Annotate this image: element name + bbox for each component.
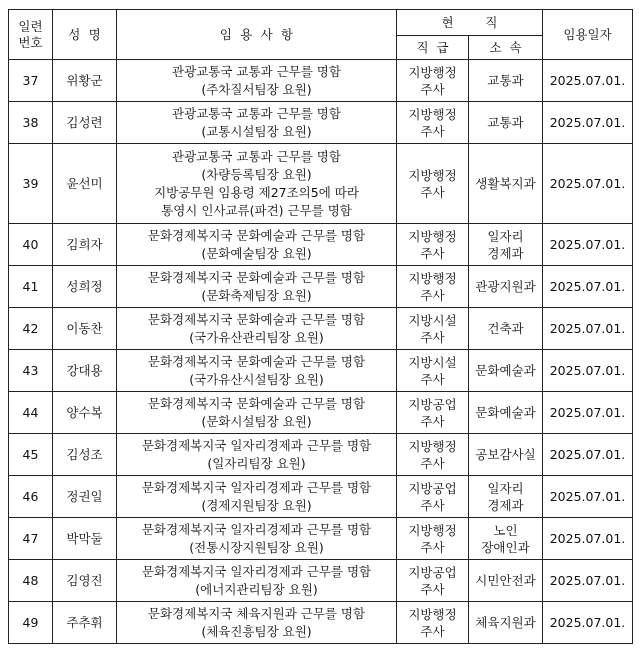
serial-number-cell: 43 bbox=[9, 350, 53, 392]
department-cell bbox=[469, 392, 543, 434]
rank-cell-line: 지방공업 bbox=[408, 480, 457, 496]
rank-cell-line: 주사 bbox=[420, 413, 445, 429]
header-appointment: 임 용 사 항 bbox=[117, 10, 397, 60]
rank-cell-line: 지방행정 bbox=[408, 64, 457, 80]
person-name-cell: 정권일 bbox=[53, 476, 117, 518]
department-cell bbox=[469, 350, 543, 392]
header-rank: 직 급 bbox=[397, 36, 469, 60]
appointment-detail-cell bbox=[117, 60, 397, 102]
department-cell bbox=[469, 476, 543, 518]
rank-cell-line: 주사 bbox=[420, 623, 445, 639]
table-row bbox=[9, 350, 633, 392]
appointment-date-cell: 2025.07.01. bbox=[543, 350, 633, 392]
appointment-detail-cell-line: 관광교통국 교통과 근무를 명함 bbox=[172, 148, 341, 164]
appointment-table bbox=[8, 9, 633, 644]
appointment-detail-cell-line: (문화시설팀장 요원) bbox=[201, 413, 312, 429]
rank-cell-line: 주사 bbox=[420, 81, 445, 97]
rank-cell bbox=[397, 224, 469, 266]
table-row bbox=[9, 308, 633, 350]
header-serial-line-2: 번호 bbox=[18, 34, 43, 50]
rank-cell bbox=[397, 518, 469, 560]
appointment-detail-cell-line: 문화경제복지국 문화예술과 근무를 명함 bbox=[147, 353, 366, 369]
appointment-detail-cell-line: 문화경제복지국 일자리경제과 근무를 명함 bbox=[141, 437, 372, 453]
rank-cell-line: 주사 bbox=[420, 497, 445, 513]
rank-cell bbox=[397, 144, 469, 224]
appointment-detail-cell-line: (경제지원팀장 요원) bbox=[201, 497, 312, 513]
rank-cell-line: 지방행정 bbox=[408, 270, 457, 286]
serial-number-cell: 47 bbox=[9, 518, 53, 560]
appointment-detail-cell-line: 문화경제복지국 일자리경제과 근무를 명함 bbox=[141, 479, 372, 495]
appointment-detail-cell-line: (주차질서팀장 요원) bbox=[201, 81, 312, 97]
department-cell-line: 경제과 bbox=[487, 497, 524, 513]
appointment-detail-cell bbox=[117, 518, 397, 560]
rank-cell-line: 주사 bbox=[420, 123, 445, 139]
rank-cell bbox=[397, 476, 469, 518]
serial-number-cell: 39 bbox=[9, 144, 53, 224]
rank-cell-line: 주사 bbox=[420, 245, 445, 261]
serial-number-cell: 44 bbox=[9, 392, 53, 434]
rank-cell-line: 주사 bbox=[420, 371, 445, 387]
header-current-position: 현 직 bbox=[397, 10, 543, 36]
table-row bbox=[9, 392, 633, 434]
table-row bbox=[9, 602, 633, 644]
person-name-cell: 이동찬 bbox=[53, 308, 117, 350]
rank-cell-line: 지방행정 bbox=[408, 522, 457, 538]
serial-number-cell: 40 bbox=[9, 224, 53, 266]
serial-number-cell: 41 bbox=[9, 266, 53, 308]
header-serial-line-1: 일련 bbox=[18, 18, 43, 34]
appointment-date-cell: 2025.07.01. bbox=[543, 560, 633, 602]
appointment-detail-cell-line: (문화축제팀장 요원) bbox=[201, 287, 312, 303]
appointment-detail-cell-line: (전통시장지원팀장 요원) bbox=[189, 539, 324, 555]
rank-cell-line: 주사 bbox=[420, 329, 445, 345]
appointment-detail-cell bbox=[117, 476, 397, 518]
rank-cell-line: 지방공업 bbox=[408, 564, 457, 580]
serial-number-cell: 42 bbox=[9, 308, 53, 350]
department-cell-line: 장애인과 bbox=[481, 539, 530, 555]
rank-cell-line: 지방행정 bbox=[408, 606, 457, 622]
table-row bbox=[9, 144, 633, 224]
table-row bbox=[9, 224, 633, 266]
appointment-detail-cell bbox=[117, 560, 397, 602]
rank-cell bbox=[397, 60, 469, 102]
serial-number-cell: 38 bbox=[9, 102, 53, 144]
department-cell bbox=[469, 602, 543, 644]
appointment-detail-cell bbox=[117, 266, 397, 308]
department-cell-line: 문화예술과 bbox=[475, 363, 536, 378]
rank-cell-line: 지방시설 bbox=[408, 312, 457, 328]
department-cell bbox=[469, 434, 543, 476]
rank-cell-line: 지방행정 bbox=[408, 106, 457, 122]
department-cell-line: 경제과 bbox=[487, 245, 524, 261]
appointment-detail-cell-line: 문화경제복지국 일자리경제과 근무를 명함 bbox=[141, 521, 372, 537]
appointment-detail-cell-line: 문화경제복지국 문화예술과 근무를 명함 bbox=[147, 311, 366, 327]
department-cell-line: 공보감사실 bbox=[475, 447, 536, 462]
appointment-detail-cell-line: 관광교통국 교통과 근무를 명함 bbox=[172, 105, 341, 121]
table-row bbox=[9, 476, 633, 518]
department-cell bbox=[469, 224, 543, 266]
department-cell bbox=[469, 60, 543, 102]
appointment-detail-cell bbox=[117, 308, 397, 350]
appointment-detail-cell-line: (국가유산관리팀장 요원) bbox=[189, 329, 324, 345]
department-cell-line: 교통과 bbox=[487, 115, 524, 130]
department-cell bbox=[469, 102, 543, 144]
department-cell-line: 관광지원과 bbox=[475, 279, 536, 294]
appointment-date-cell: 2025.07.01. bbox=[543, 476, 633, 518]
rank-cell-line: 주사 bbox=[420, 581, 445, 597]
appointment-detail-cell-line: 문화경제복지국 일자리경제과 근무를 명함 bbox=[141, 563, 372, 579]
rank-cell-line: 지방행정 bbox=[408, 167, 457, 183]
department-cell-line: 일자리 bbox=[487, 480, 524, 496]
appointment-detail-cell-line: (체육진흥팀장 요원) bbox=[201, 623, 312, 639]
header-appointment-date: 임용일자 bbox=[543, 10, 633, 60]
table-row bbox=[9, 560, 633, 602]
appointment-detail-cell-line: (교통시설팀장 요원) bbox=[201, 123, 312, 139]
appointment-date-cell: 2025.07.01. bbox=[543, 224, 633, 266]
rank-cell bbox=[397, 602, 469, 644]
rank-cell bbox=[397, 308, 469, 350]
table-row bbox=[9, 102, 633, 144]
rank-cell-line: 지방공업 bbox=[408, 396, 457, 412]
header-name: 성 명 bbox=[53, 10, 117, 60]
rank-cell bbox=[397, 266, 469, 308]
appointment-detail-cell-line: 문화경제복지국 문화예술과 근무를 명함 bbox=[147, 227, 366, 243]
department-cell-line: 교통과 bbox=[487, 73, 524, 88]
department-cell-line: 건축과 bbox=[487, 321, 524, 336]
header-dept: 소 속 bbox=[469, 36, 543, 60]
serial-number-cell: 48 bbox=[9, 560, 53, 602]
rank-cell bbox=[397, 434, 469, 476]
table-row bbox=[9, 434, 633, 476]
appointment-detail-cell bbox=[117, 102, 397, 144]
appointment-detail-cell-line: (에너지관리팀장 요원) bbox=[195, 581, 318, 597]
appointment-detail-cell-line: (일자리팀장 요원) bbox=[207, 455, 306, 471]
person-name-cell: 위황군 bbox=[53, 60, 117, 102]
serial-number-cell: 46 bbox=[9, 476, 53, 518]
department-cell bbox=[469, 560, 543, 602]
appointment-date-cell: 2025.07.01. bbox=[543, 602, 633, 644]
table-row bbox=[9, 518, 633, 560]
serial-number-cell: 37 bbox=[9, 60, 53, 102]
appointment-detail-cell bbox=[117, 144, 397, 224]
department-cell bbox=[469, 518, 543, 560]
rank-cell bbox=[397, 560, 469, 602]
appointment-detail-cell-line: 문화경제복지국 체육지원과 근무를 명함 bbox=[147, 605, 366, 621]
person-name-cell: 김희자 bbox=[53, 224, 117, 266]
serial-number-cell: 49 bbox=[9, 602, 53, 644]
rank-cell bbox=[397, 392, 469, 434]
rank-cell-line: 주사 bbox=[420, 539, 445, 555]
person-name-cell: 주추휘 bbox=[53, 602, 117, 644]
appointment-detail-cell-line: (국가유산시설팀장 요원) bbox=[189, 371, 324, 387]
appointment-detail-cell bbox=[117, 392, 397, 434]
department-cell bbox=[469, 144, 543, 224]
rank-cell-line: 주사 bbox=[420, 455, 445, 471]
department-cell-line: 시민안전과 bbox=[475, 573, 536, 588]
appointment-detail-cell bbox=[117, 350, 397, 392]
rank-cell bbox=[397, 350, 469, 392]
person-name-cell: 김성조 bbox=[53, 434, 117, 476]
person-name-cell: 김성련 bbox=[53, 102, 117, 144]
table-row bbox=[9, 266, 633, 308]
rank-cell bbox=[397, 102, 469, 144]
appointment-detail-cell-line: (문화예술팀장 요원) bbox=[201, 245, 312, 261]
appointment-detail-cell-line: (차량등록팀장 요원) bbox=[201, 166, 312, 182]
department-cell bbox=[469, 308, 543, 350]
person-name-cell: 윤선미 bbox=[53, 144, 117, 224]
appointment-detail-cell bbox=[117, 602, 397, 644]
appointment-date-cell: 2025.07.01. bbox=[543, 434, 633, 476]
department-cell-line: 노인 bbox=[493, 522, 518, 538]
department-cell-line: 생활복지과 bbox=[475, 176, 536, 191]
appointment-date-cell: 2025.07.01. bbox=[543, 144, 633, 224]
department-cell-line: 체육지원과 bbox=[475, 615, 536, 630]
serial-number-cell: 45 bbox=[9, 434, 53, 476]
person-name-cell: 박막둘 bbox=[53, 518, 117, 560]
rank-cell-line: 주사 bbox=[420, 287, 445, 303]
appointment-detail-cell-line: 문화경제복지국 문화예술과 근무를 명함 bbox=[147, 395, 366, 411]
rank-cell-line: 지방행정 bbox=[408, 228, 457, 244]
department-cell bbox=[469, 266, 543, 308]
department-cell-line: 문화예술과 bbox=[475, 405, 536, 420]
person-name-cell: 강대용 bbox=[53, 350, 117, 392]
appointment-date-cell: 2025.07.01. bbox=[543, 60, 633, 102]
appointment-date-cell: 2025.07.01. bbox=[543, 308, 633, 350]
table-body bbox=[9, 60, 633, 644]
rank-cell-line: 주사 bbox=[420, 184, 445, 200]
appointment-table-sheet bbox=[8, 9, 632, 644]
appointment-date-cell: 2025.07.01. bbox=[543, 266, 633, 308]
appointment-date-cell: 2025.07.01. bbox=[543, 392, 633, 434]
rank-cell-line: 지방시설 bbox=[408, 354, 457, 370]
person-name-cell: 성희정 bbox=[53, 266, 117, 308]
appointment-detail-cell-line: 통영시 인사교류(파견) 근무를 명함 bbox=[161, 202, 352, 218]
header-serial-number bbox=[9, 10, 53, 60]
person-name-cell: 김영진 bbox=[53, 560, 117, 602]
appointment-detail-cell-line: 지방공무원 임용령 제27조의5에 따라 bbox=[154, 184, 359, 200]
person-name-cell: 양수복 bbox=[53, 392, 117, 434]
rank-cell-line: 지방행정 bbox=[408, 438, 457, 454]
appointment-detail-cell bbox=[117, 224, 397, 266]
appointment-detail-cell-line: 문화경제복지국 문화예술과 근무를 명함 bbox=[147, 269, 366, 285]
appointment-detail-cell bbox=[117, 434, 397, 476]
appointment-date-cell: 2025.07.01. bbox=[543, 102, 633, 144]
appointment-date-cell: 2025.07.01. bbox=[543, 518, 633, 560]
department-cell-line: 일자리 bbox=[487, 228, 524, 244]
table-row bbox=[9, 60, 633, 102]
appointment-detail-cell-line: 관광교통국 교통과 근무를 명함 bbox=[172, 63, 341, 79]
